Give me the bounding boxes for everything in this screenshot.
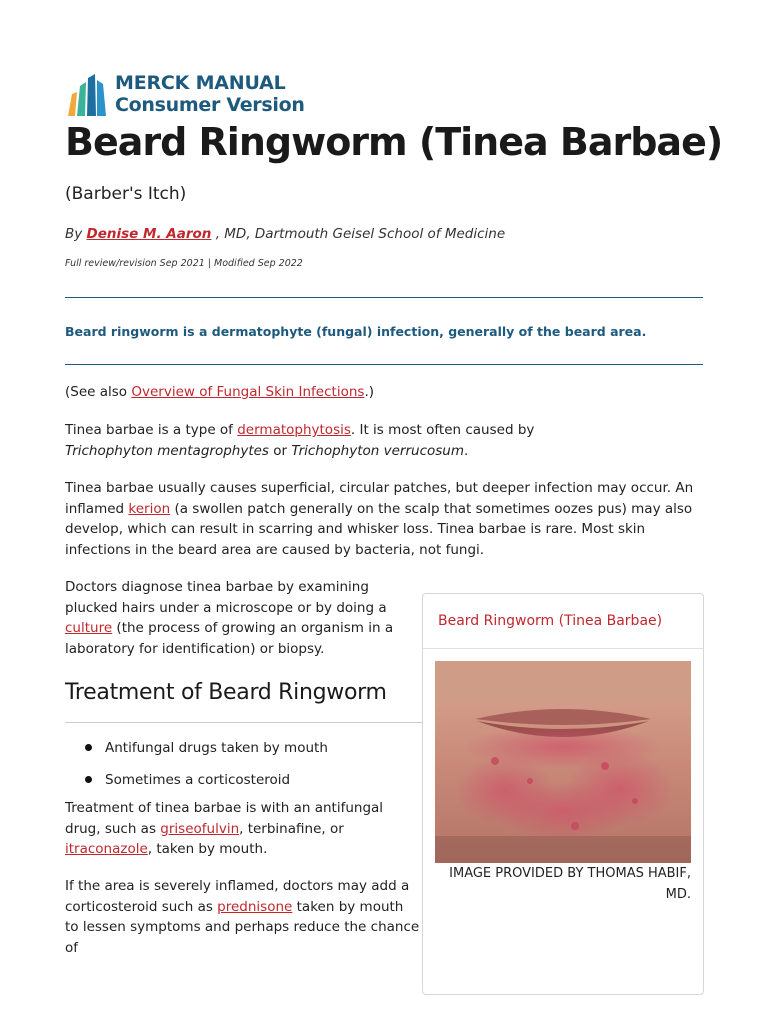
image-card — [422, 593, 704, 995]
image-caption: IMAGE PROVIDED BY THOMAS HABIF, MD. — [449, 866, 691, 902]
list-item-text: Antifungal drugs taken by mouth — [105, 740, 328, 756]
itraconazole-link[interactable]: itraconazole — [65, 841, 148, 857]
p2-text-end: . — [464, 442, 469, 459]
byline-prefix: By — [65, 226, 87, 242]
image-card-title[interactable]: Beard Ringworm (Tinea Barbae) — [438, 613, 663, 629]
page-title: Beard Ringworm (Tinea Barbae) — [65, 120, 723, 164]
summary-top-rule — [65, 297, 703, 298]
treatment-heading-rule — [65, 722, 422, 723]
beard-ringworm-photo[interactable] — [435, 661, 691, 863]
author-byline — [65, 226, 505, 242]
summary-text: Beard ringworm is a dermatophyte (fungal) infection, generally of the beard area. — [65, 324, 647, 339]
p3-text: Tinea barbae usually causes superficial, circular patches, but deeper infection may occur. An inflamed — [65, 480, 694, 517]
p1-text-end: .) — [364, 384, 374, 400]
culture-link[interactable]: culture — [65, 620, 113, 636]
treatment-heading: Treatment of Beard Ringworm — [65, 680, 387, 705]
griseofulvin-link[interactable]: griseofulvin — [160, 820, 240, 837]
p4-text-end: (the process of growing an organism in a laboratory for identification) or biopsy. — [65, 620, 394, 657]
p3-text-end: (a swollen patch generally on the scalp that sometimes oozes pus) may also develop, which can result in scarring and whisker loss. Tinea barbae is rare. Most skin infections in the beard area are caused by bacteria, not fungi. — [65, 500, 693, 558]
corticosteroid-paragraph — [65, 876, 421, 958]
p5-text-end: , taken by mouth. — [147, 841, 268, 857]
symptoms-paragraph — [65, 478, 710, 560]
review-date: Full review/revision Sep 2021 | Modified Sep 2022 — [65, 258, 303, 269]
logo-wordmark-line1: MERCK MANUAL — [115, 72, 286, 94]
p5-text: Treatment of tinea barbae is with an antifungal drug, such as — [65, 800, 384, 837]
p2-text-mid: . It is most often caused by — [350, 422, 535, 438]
treatment-list — [85, 739, 328, 803]
species-name-1: Trichophyton mentagrophytes — [65, 442, 269, 459]
author-link[interactable]: Denise M. Aaron — [86, 226, 212, 242]
list-item — [85, 739, 328, 771]
logo-wordmark-line2: Consumer Version — [115, 94, 305, 116]
list-item-text: Sometimes a corticosteroid — [105, 772, 291, 788]
p4-text: Doctors diagnose tinea barbae by examining plucked hairs under a microscope or by doing a — [65, 579, 387, 616]
bullet-icon — [85, 744, 92, 751]
species-name-2: Trichophyton verrucosum — [291, 442, 465, 459]
merck-logo-icon — [66, 72, 108, 116]
prednisone-link[interactable]: prednisone — [217, 898, 293, 915]
summary-bottom-rule — [65, 364, 703, 365]
p1-text: (See also — [65, 384, 132, 400]
photo-illustration — [435, 661, 691, 863]
p2-text-or: or — [268, 442, 292, 459]
intro-paragraph — [65, 420, 625, 461]
overview-fungal-link[interactable]: Overview of Fungal Skin Infections — [131, 384, 365, 400]
p6-text: If the area is severely inflamed, doctors may add a corticosteroid such as — [65, 878, 410, 915]
image-card-divider — [423, 648, 703, 649]
kerion-link[interactable]: kerion — [128, 500, 171, 517]
treatment-paragraph — [65, 798, 421, 860]
page-subtitle: (Barber's Itch) — [65, 184, 187, 204]
see-also-paragraph — [65, 382, 710, 403]
p5-text-mid: , terbinafine, or — [239, 820, 344, 837]
diagnosis-paragraph — [65, 577, 421, 659]
dermatophytosis-link[interactable]: dermatophytosis — [237, 422, 351, 438]
p2-text: Tinea barbae is a type of — [65, 422, 238, 438]
p6-text-end: taken by mouth to lessen symptoms and perhaps reduce the chance of — [65, 898, 420, 956]
bullet-icon — [85, 776, 92, 783]
byline-affiliation: , MD, Dartmouth Geisel School of Medicine — [211, 226, 506, 242]
